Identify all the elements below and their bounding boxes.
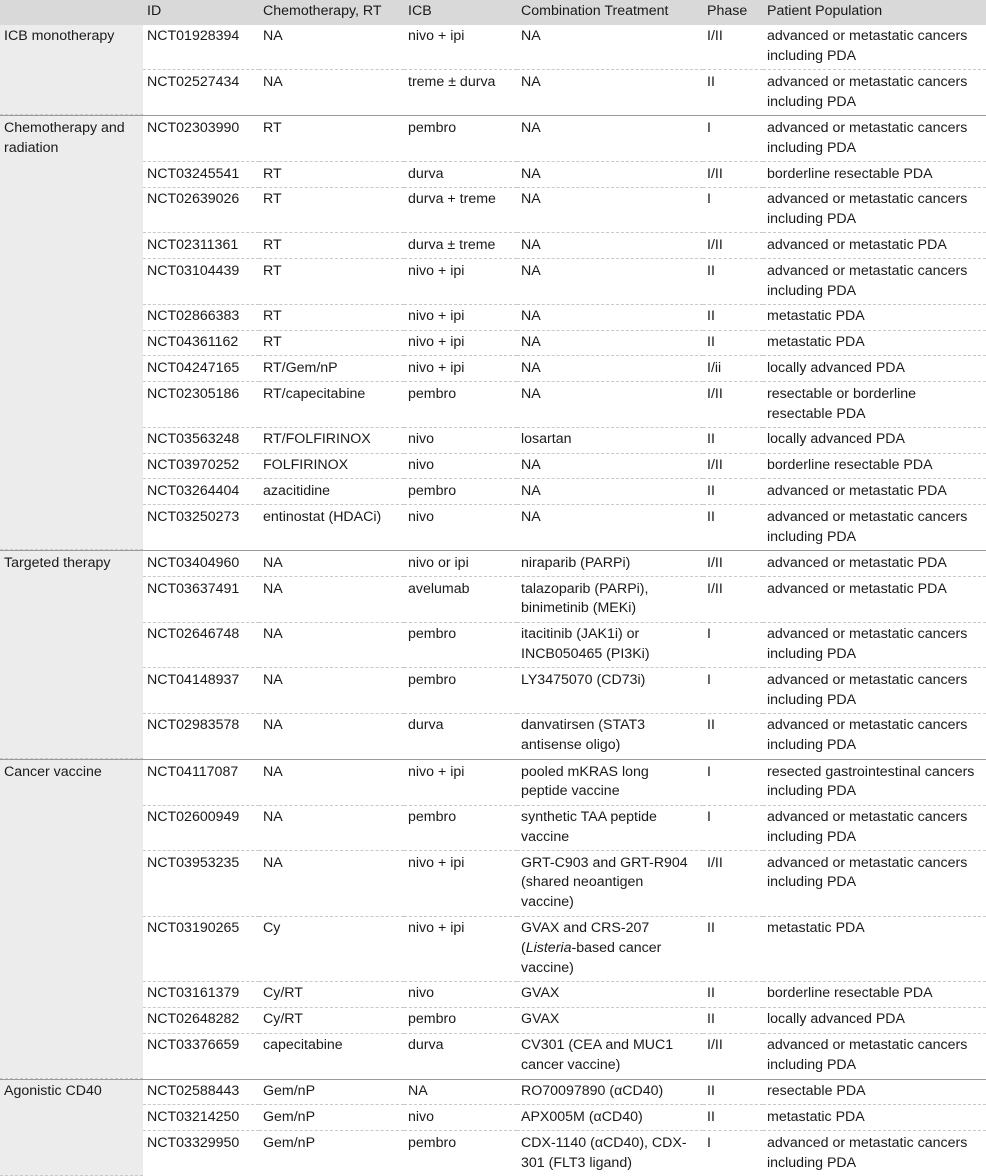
combination-treatment-cell: NA	[517, 453, 703, 479]
phase-cell: I	[703, 668, 763, 714]
trial-id-cell: NCT03376659	[147, 1037, 240, 1054]
phase-cell: I	[703, 116, 763, 162]
icb-cell: pembro	[404, 116, 517, 162]
trial-id-cell: NCT02303990	[143, 116, 259, 162]
phase-cell: I/II	[703, 233, 763, 259]
combination-treatment-cell: synthetic TAA peptide vaccine	[517, 805, 703, 851]
trial-id-cell: NCT02600949	[143, 805, 259, 851]
combination-treatment-cell: niraparib (PARPi)	[517, 551, 703, 577]
phase-cell: II	[707, 508, 715, 525]
chemotherapy-rt-cell: Gem/nP	[263, 1134, 316, 1151]
header-icb: ICB	[404, 0, 517, 25]
chemotherapy-rt-cell: NA	[259, 25, 404, 70]
phase-cell: I/II	[703, 577, 763, 623]
phase-cell: I/II	[703, 25, 763, 70]
table-row	[0, 233, 986, 259]
patient-population-cell: advanced or metastatic cancers including PDA	[763, 851, 986, 916]
chemotherapy-rt-cell: Cy/RT	[259, 1007, 404, 1033]
table-row	[0, 1007, 986, 1033]
header-chemotherapy-rt: Chemotherapy, RT	[259, 0, 404, 25]
chemotherapy-rt-cell: capecitabine	[263, 1037, 343, 1054]
header-combination-treatment: Combination Treatment	[517, 0, 703, 25]
trial-id-cell: NCT03404960	[143, 551, 259, 577]
category-cell: Agonistic CD40	[0, 1079, 143, 1176]
icb-cell: nivo	[408, 508, 435, 525]
icb-cell: NA	[404, 1079, 517, 1105]
combination-treatment-cell: talazoparib (PARPi), binimetinib (MEKi)	[517, 577, 703, 623]
trial-id-cell: NCT02639026	[143, 187, 259, 233]
chemotherapy-rt-cell: RT/FOLFIRINOX	[259, 427, 404, 453]
trial-id-cell: NCT03214250	[143, 1105, 259, 1131]
table-row	[0, 916, 986, 981]
header-id: ID	[143, 0, 259, 25]
table-row	[0, 25, 986, 70]
chemotherapy-rt-cell: RT/capecitabine	[259, 382, 404, 428]
phase-cell: I	[707, 1134, 711, 1151]
table-row	[0, 1105, 986, 1131]
table-row	[0, 1033, 986, 1078]
combination-treatment-cell: danvatirsen (STAT3 antisense oligo)	[521, 717, 646, 754]
chemotherapy-rt-cell: FOLFIRINOX	[259, 453, 404, 479]
table-row	[0, 382, 986, 428]
combination-treatment-cell: NA	[517, 330, 703, 356]
combination-treatment-cell: CV301 (CEA and MUC1 cancer vaccine)	[521, 1037, 674, 1073]
chemotherapy-rt-cell: NA	[259, 551, 404, 577]
trial-id-cell: NCT03329950	[147, 1134, 240, 1151]
patient-population-cell: locally advanced PDA	[763, 1007, 986, 1033]
trial-id-cell: NCT04361162	[143, 330, 259, 356]
icb-cell: nivo + ipi	[404, 330, 517, 356]
chemotherapy-rt-cell: Gem/nP	[259, 1079, 404, 1105]
header-phase: Phase	[703, 0, 763, 25]
table-row	[0, 330, 986, 356]
icb-cell: pembro	[408, 1134, 457, 1151]
icb-cell: nivo + ipi	[404, 25, 517, 70]
patient-population-cell: resectable or borderline resectable PDA	[763, 382, 986, 428]
chemotherapy-rt-cell: Cy/RT	[259, 981, 404, 1007]
phase-cell: I/II	[707, 1037, 723, 1054]
patient-population-cell: advanced or metastatic cancers including PDA	[763, 259, 986, 305]
chemotherapy-rt-cell: RT	[259, 233, 404, 259]
patient-population-cell: borderline resectable PDA	[763, 162, 986, 188]
patient-population-cell: advanced or metastatic cancers including PDA	[763, 116, 986, 162]
combination-treatment-cell: NA	[517, 259, 703, 305]
combination-treatment-cell: itacitinib (JAK1i) or INCB050465 (PI3Ki)	[517, 622, 703, 668]
table-row	[0, 162, 986, 188]
patient-population-cell: advanced or metastatic PDA	[763, 551, 986, 577]
patient-population-cell: borderline resectable PDA	[763, 981, 986, 1007]
table-body	[0, 25, 986, 1176]
table-row	[0, 713, 986, 758]
icb-cell: durva + treme	[404, 187, 517, 233]
phase-cell: II	[703, 259, 763, 305]
patient-population-cell: advanced or metastatic cancers including PDA	[763, 187, 986, 233]
trial-id-cell: NCT02646748	[143, 622, 259, 668]
table-row	[0, 668, 986, 714]
icb-cell: durva	[404, 162, 517, 188]
chemotherapy-rt-cell: RT	[259, 116, 404, 162]
combination-treatment-cell: NA	[517, 25, 703, 70]
trial-id-cell: NCT03104439	[143, 259, 259, 305]
table-row	[0, 805, 986, 851]
phase-cell: II	[703, 479, 763, 505]
trial-id-cell: NCT01928394	[143, 25, 259, 70]
icb-cell: durva	[408, 1037, 444, 1054]
combination-treatment-cell: NA	[517, 304, 703, 330]
table-row	[0, 577, 986, 623]
phase-cell: I/II	[703, 162, 763, 188]
combination-treatment-cell: NA	[517, 116, 703, 162]
chemotherapy-rt-cell: RT	[259, 187, 404, 233]
table-row	[0, 453, 986, 479]
icb-cell: pembro	[404, 668, 517, 714]
patient-population-cell: advanced or metastatic cancers including PDA	[767, 1037, 968, 1073]
phase-cell: II	[703, 330, 763, 356]
phase-cell: II	[707, 717, 715, 734]
combination-treatment-cell: NA	[517, 233, 703, 259]
phase-cell: I	[703, 760, 763, 806]
patient-population-cell: advanced or metastatic cancers including PDA	[763, 622, 986, 668]
combination-treatment-cell: APX005M (αCD40)	[517, 1105, 703, 1131]
combination-treatment-cell: GVAX and CRS-207 (Listeria-based cancer vaccine)	[517, 916, 703, 981]
icb-cell: pembro	[404, 382, 517, 428]
header-category	[0, 0, 143, 25]
combination-treatment-cell: GVAX	[517, 1007, 703, 1033]
table-row	[0, 551, 986, 577]
combination-treatment-cell: NA	[517, 479, 703, 505]
phase-cell: I/II	[703, 382, 763, 428]
trial-id-cell: NCT02866383	[143, 304, 259, 330]
patient-population-cell: metastatic PDA	[763, 916, 986, 981]
table-row	[0, 356, 986, 382]
chemotherapy-rt-cell: RT	[259, 259, 404, 305]
icb-cell: durva	[408, 717, 444, 734]
trial-id-cell: NCT03250273	[147, 508, 240, 525]
combination-treatment-cell: LY3475070 (CD73i)	[517, 668, 703, 714]
table-row	[0, 187, 986, 233]
table-row	[0, 981, 986, 1007]
icb-cell: nivo + ipi	[404, 356, 517, 382]
icb-cell: nivo	[404, 427, 517, 453]
phase-cell: I/II	[703, 453, 763, 479]
icb-cell: nivo	[404, 453, 517, 479]
icb-cell: nivo + ipi	[404, 304, 517, 330]
phase-cell: I/II	[703, 551, 763, 577]
combination-treatment-cell: RO70097890 (αCD40)	[517, 1079, 703, 1105]
trial-id-cell: NCT04247165	[143, 356, 259, 382]
patient-population-cell: resected gastrointestinal cancers including PDA	[763, 760, 986, 806]
icb-cell: durva ± treme	[404, 233, 517, 259]
table-row	[0, 479, 986, 505]
category-cell: Chemotherapy and radiation	[0, 116, 143, 550]
chemotherapy-rt-cell: NA	[259, 577, 404, 623]
chemotherapy-rt-cell: NA	[259, 622, 404, 668]
trial-id-cell: NCT03190265	[143, 916, 259, 981]
patient-population-cell: metastatic PDA	[763, 304, 986, 330]
phase-cell: II	[703, 916, 763, 981]
patient-population-cell: advanced or metastatic cancers including PDA	[763, 805, 986, 851]
chemotherapy-rt-cell: RT/Gem/nP	[259, 356, 404, 382]
chemotherapy-rt-cell: azacitidine	[259, 479, 404, 505]
phase-cell: II	[703, 981, 763, 1007]
combination-treatment-cell: NA	[517, 187, 703, 233]
combination-treatment-cell: losartan	[517, 427, 703, 453]
phase-cell: II	[707, 73, 715, 90]
combination-treatment-cell: pooled mKRAS long peptide vaccine	[517, 760, 703, 806]
icb-cell: nivo + ipi	[404, 760, 517, 806]
phase-cell: II	[703, 1079, 763, 1105]
combination-treatment-cell: NA	[517, 382, 703, 428]
patient-population-cell: locally advanced PDA	[763, 356, 986, 382]
italic-term: Listeria	[525, 939, 572, 956]
patient-population-cell: advanced or metastatic cancers including PDA	[763, 668, 986, 714]
trial-id-cell: NCT04148937	[143, 668, 259, 714]
chemotherapy-rt-cell: NA	[259, 760, 404, 806]
icb-cell: nivo or ipi	[404, 551, 517, 577]
chemotherapy-rt-cell: RT	[259, 162, 404, 188]
phase-cell: I	[703, 187, 763, 233]
trial-id-cell: NCT03245541	[143, 162, 259, 188]
trial-id-cell: NCT02588443	[143, 1079, 259, 1105]
combination-treatment-cell: NA	[521, 73, 541, 90]
chemotherapy-rt-cell: Cy	[259, 916, 404, 981]
trial-id-cell: NCT03563248	[143, 427, 259, 453]
patient-population-cell: locally advanced PDA	[763, 427, 986, 453]
chemotherapy-rt-cell: NA	[259, 851, 404, 916]
combination-treatment-cell: NA	[517, 356, 703, 382]
trial-id-cell: NCT03161379	[143, 981, 259, 1007]
phase-cell: I	[703, 622, 763, 668]
trial-id-cell: NCT02527434	[147, 73, 240, 90]
icb-cell: nivo	[404, 981, 517, 1007]
table-row	[0, 851, 986, 916]
icb-cell: nivo	[404, 1105, 517, 1131]
patient-population-cell: advanced or metastatic cancers including PDA	[767, 717, 968, 754]
table-row	[0, 116, 986, 162]
patient-population-cell: advanced or metastatic cancers including PDA	[767, 73, 968, 110]
phase-cell: I	[703, 805, 763, 851]
icb-cell: pembro	[404, 1007, 517, 1033]
combination-treatment-cell: NA	[517, 162, 703, 188]
trial-id-cell: NCT02305186	[143, 382, 259, 428]
patient-population-cell: advanced or metastatic cancers including PDA	[767, 508, 968, 545]
icb-cell: nivo + ipi	[404, 259, 517, 305]
trial-id-cell: NCT03264404	[143, 479, 259, 505]
phase-cell: I/ii	[703, 356, 763, 382]
patient-population-cell: advanced or metastatic cancers including PDA	[763, 25, 986, 70]
trial-id-cell: NCT03953235	[143, 851, 259, 916]
icb-cell: treme ± durva	[408, 73, 496, 90]
trial-id-cell: NCT03637491	[143, 577, 259, 623]
icb-cell: avelumab	[404, 577, 517, 623]
chemotherapy-rt-cell: RT	[259, 304, 404, 330]
table-row	[0, 259, 986, 305]
icb-cell: pembro	[404, 479, 517, 505]
combination-treatment-cell: GRT-C903 and GRT-R904 (shared neoantigen vaccine)	[517, 851, 703, 916]
category-cell: Targeted therapy	[0, 551, 143, 759]
table-row	[0, 70, 986, 115]
phase-cell: II	[703, 1105, 763, 1131]
table-row	[0, 622, 986, 668]
trial-id-cell: NCT04117087	[143, 760, 259, 806]
icb-cell: pembro	[404, 805, 517, 851]
icb-cell: nivo + ipi	[404, 916, 517, 981]
combination-treatment-cell: CDX-1140 (αCD40), CDX-301 (FLT3 ligand)	[521, 1134, 687, 1171]
trial-id-cell: NCT02311361	[143, 233, 259, 259]
table-row	[0, 505, 986, 550]
chemotherapy-rt-cell: NA	[259, 805, 404, 851]
table-row	[0, 760, 986, 806]
icb-cell: pembro	[404, 622, 517, 668]
chemotherapy-rt-cell: entinostat (HDACi)	[263, 508, 382, 525]
patient-population-cell: resectable PDA	[763, 1079, 986, 1105]
table-row	[0, 1131, 986, 1176]
chemotherapy-rt-cell: RT	[259, 330, 404, 356]
phase-cell: II	[703, 304, 763, 330]
phase-cell: I/II	[703, 851, 763, 916]
header-row	[0, 0, 986, 25]
chemotherapy-rt-cell: NA	[263, 73, 283, 90]
category-cell: ICB monotherapy	[0, 25, 143, 115]
header-patient-population: Patient Population	[763, 0, 986, 25]
trial-id-cell: NCT02648282	[143, 1007, 259, 1033]
phase-cell: II	[703, 427, 763, 453]
icb-cell: nivo + ipi	[404, 851, 517, 916]
phase-cell: II	[703, 1007, 763, 1033]
category-cell: Cancer vaccine	[0, 760, 143, 1079]
table-row	[0, 1079, 986, 1105]
trial-id-cell: NCT03970252	[143, 453, 259, 479]
combination-treatment-cell: NA	[521, 508, 541, 525]
patient-population-cell: advanced or metastatic PDA	[763, 479, 986, 505]
patient-population-cell: advanced or metastatic PDA	[763, 577, 986, 623]
chemotherapy-rt-cell: NA	[263, 717, 283, 734]
trial-id-cell: NCT02983578	[147, 717, 240, 734]
table-row	[0, 304, 986, 330]
patient-population-cell: advanced or metastatic PDA	[763, 233, 986, 259]
table-row	[0, 427, 986, 453]
chemotherapy-rt-cell: Gem/nP	[259, 1105, 404, 1131]
patient-population-cell: metastatic PDA	[763, 1105, 986, 1131]
chemotherapy-rt-cell: NA	[259, 668, 404, 714]
patient-population-cell: metastatic PDA	[763, 330, 986, 356]
patient-population-cell: advanced or metastatic cancers including PDA	[767, 1134, 968, 1171]
patient-population-cell: borderline resectable PDA	[763, 453, 986, 479]
combination-treatment-cell: GVAX	[517, 981, 703, 1007]
